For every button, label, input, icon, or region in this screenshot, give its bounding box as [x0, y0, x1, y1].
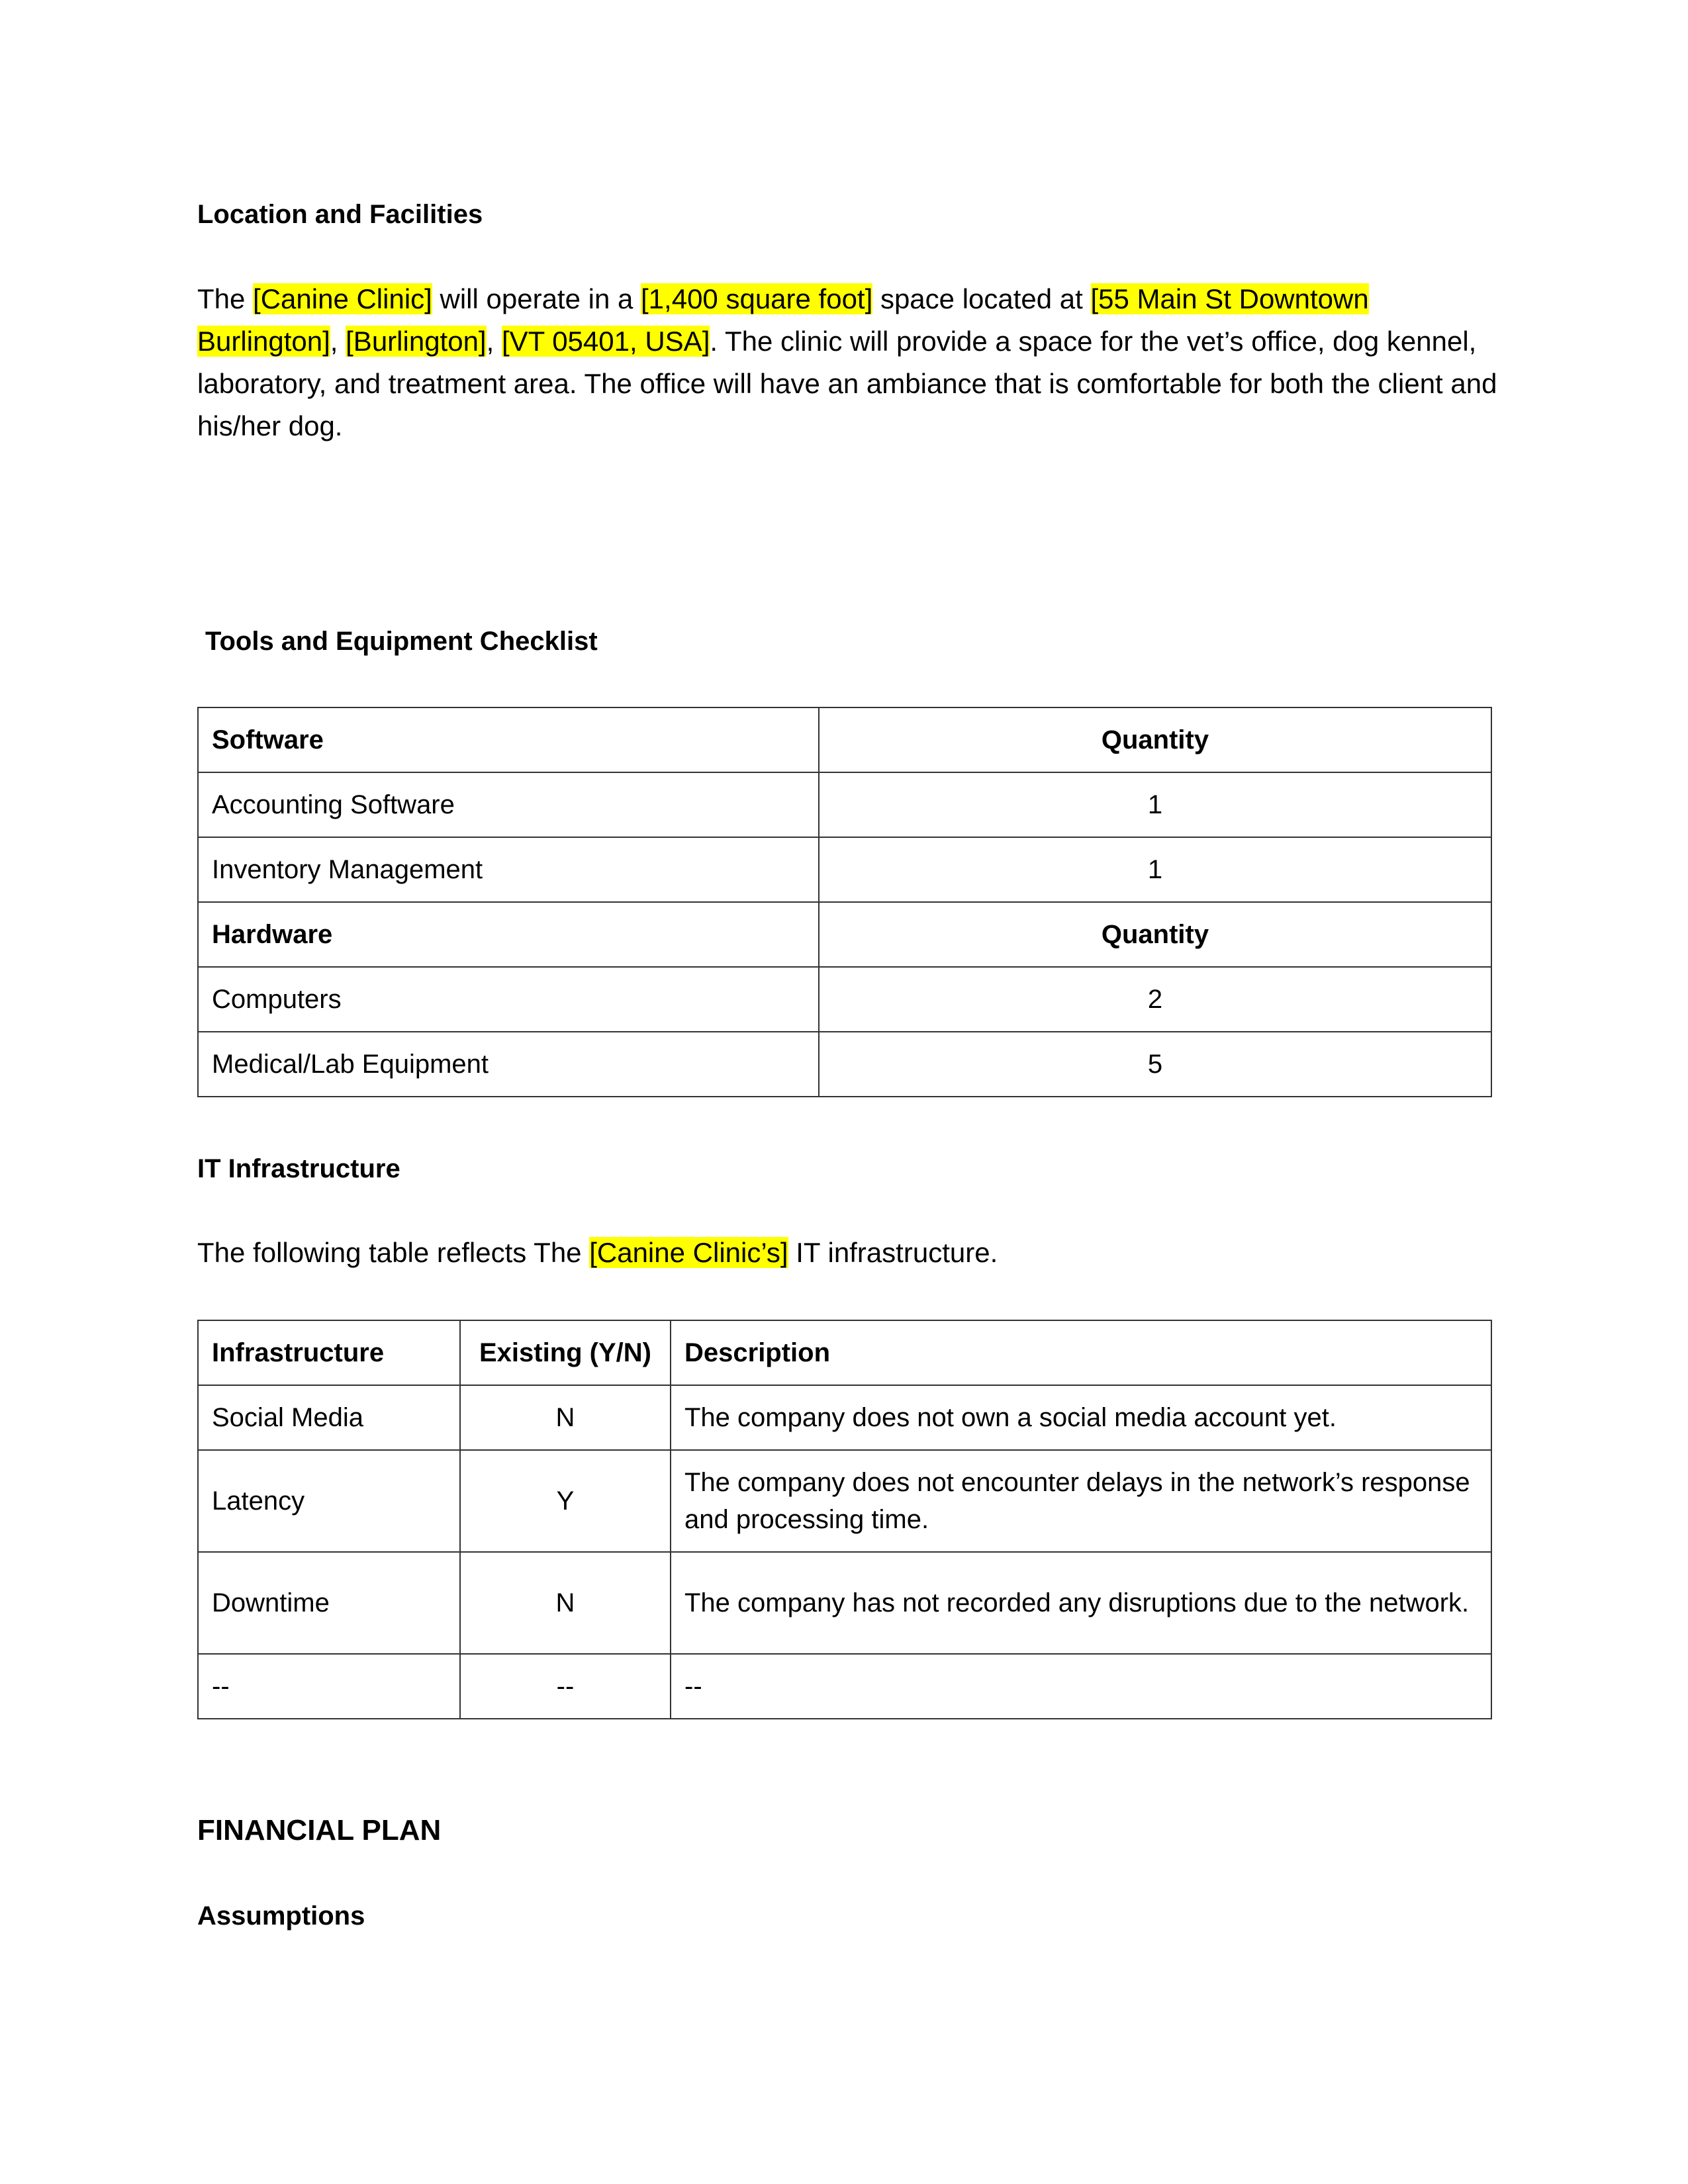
location-heading: Location and Facilities [197, 200, 483, 229]
it-intro-text-2: IT infrastructure. [788, 1237, 998, 1268]
para-text-5: , [486, 326, 502, 357]
software-item: Inventory Management [198, 837, 819, 902]
description-cell: The company does not own a social media account yet. [671, 1385, 1491, 1450]
table-row [198, 1654, 1491, 1719]
infrastructure-cell: -- [198, 1654, 460, 1719]
tools-table [197, 707, 1492, 1097]
existing-cell: N [460, 1385, 671, 1450]
infrastructure-cell: Social Media [198, 1385, 460, 1450]
table-row [198, 1552, 1491, 1654]
table-row [198, 1320, 1491, 1385]
highlight-state-zip: [VT 05401, USA] [501, 326, 710, 357]
assumptions-heading: Assumptions [197, 1901, 365, 1931]
highlight-clinic-name: [Canine Clinic] [253, 283, 432, 314]
table-row [198, 772, 1491, 837]
hardware-item: Medical/Lab Equipment [198, 1032, 819, 1097]
software-header: Software [198, 707, 819, 772]
software-item: Accounting Software [198, 772, 819, 837]
hardware-header: Hardware [198, 902, 819, 967]
hardware-quantity-header: Quantity [819, 902, 1491, 967]
it-intro-paragraph [197, 1232, 1508, 1274]
hardware-qty: 5 [819, 1032, 1491, 1097]
location-paragraph [197, 278, 1508, 447]
hardware-qty: 2 [819, 967, 1491, 1032]
financial-plan-heading: FINANCIAL PLAN [197, 1814, 442, 1846]
hardware-item: Computers [198, 967, 819, 1032]
table-row [198, 967, 1491, 1032]
existing-header: Existing (Y/N) [460, 1320, 671, 1385]
highlight-clinic-possessive: [Canine Clinic’s] [589, 1237, 788, 1268]
table-row [198, 1385, 1491, 1450]
para-text-1: The [197, 283, 254, 314]
para-text-2: will operate in a [432, 283, 641, 314]
table-row [198, 1032, 1491, 1097]
para-text-3: space located at [872, 283, 1091, 314]
highlight-city: [Burlington] [346, 326, 487, 357]
it-table [197, 1320, 1492, 1719]
existing-cell: -- [460, 1654, 671, 1719]
infrastructure-header: Infrastructure [198, 1320, 460, 1385]
table-row [198, 707, 1491, 772]
it-intro-text-1: The following table reflects The [197, 1237, 590, 1268]
table-row [198, 837, 1491, 902]
infrastructure-cell: Downtime [198, 1552, 460, 1654]
table-row [198, 902, 1491, 967]
description-cell: The company does not encounter delays in the network’s response and processing time. [671, 1450, 1491, 1552]
infrastructure-cell: Latency [198, 1450, 460, 1552]
quantity-header: Quantity [819, 707, 1491, 772]
description-cell: -- [671, 1654, 1491, 1719]
software-qty: 1 [819, 772, 1491, 837]
highlight-square-footage: [1,400 square foot] [641, 283, 873, 314]
existing-cell: N [460, 1552, 671, 1654]
it-heading: IT Infrastructure [197, 1154, 400, 1183]
tools-heading: Tools and Equipment Checklist [205, 627, 598, 656]
para-text-4: , [330, 326, 346, 357]
software-qty: 1 [819, 837, 1491, 902]
table-row [198, 1450, 1491, 1552]
para-text-6: . The clinic will provide a space for the vet’s office, dog kennel, laboratory, and treatment area. The office will have an ambiance that is comfortable for both the client and his/her dog. [197, 326, 1497, 441]
highlight-street-address: [55 Main St Downtown Burlington] [197, 283, 1369, 357]
existing-cell: Y [460, 1450, 671, 1552]
description-header: Description [671, 1320, 1491, 1385]
description-cell: The company has not recorded any disruptions due to the network. [671, 1552, 1491, 1654]
